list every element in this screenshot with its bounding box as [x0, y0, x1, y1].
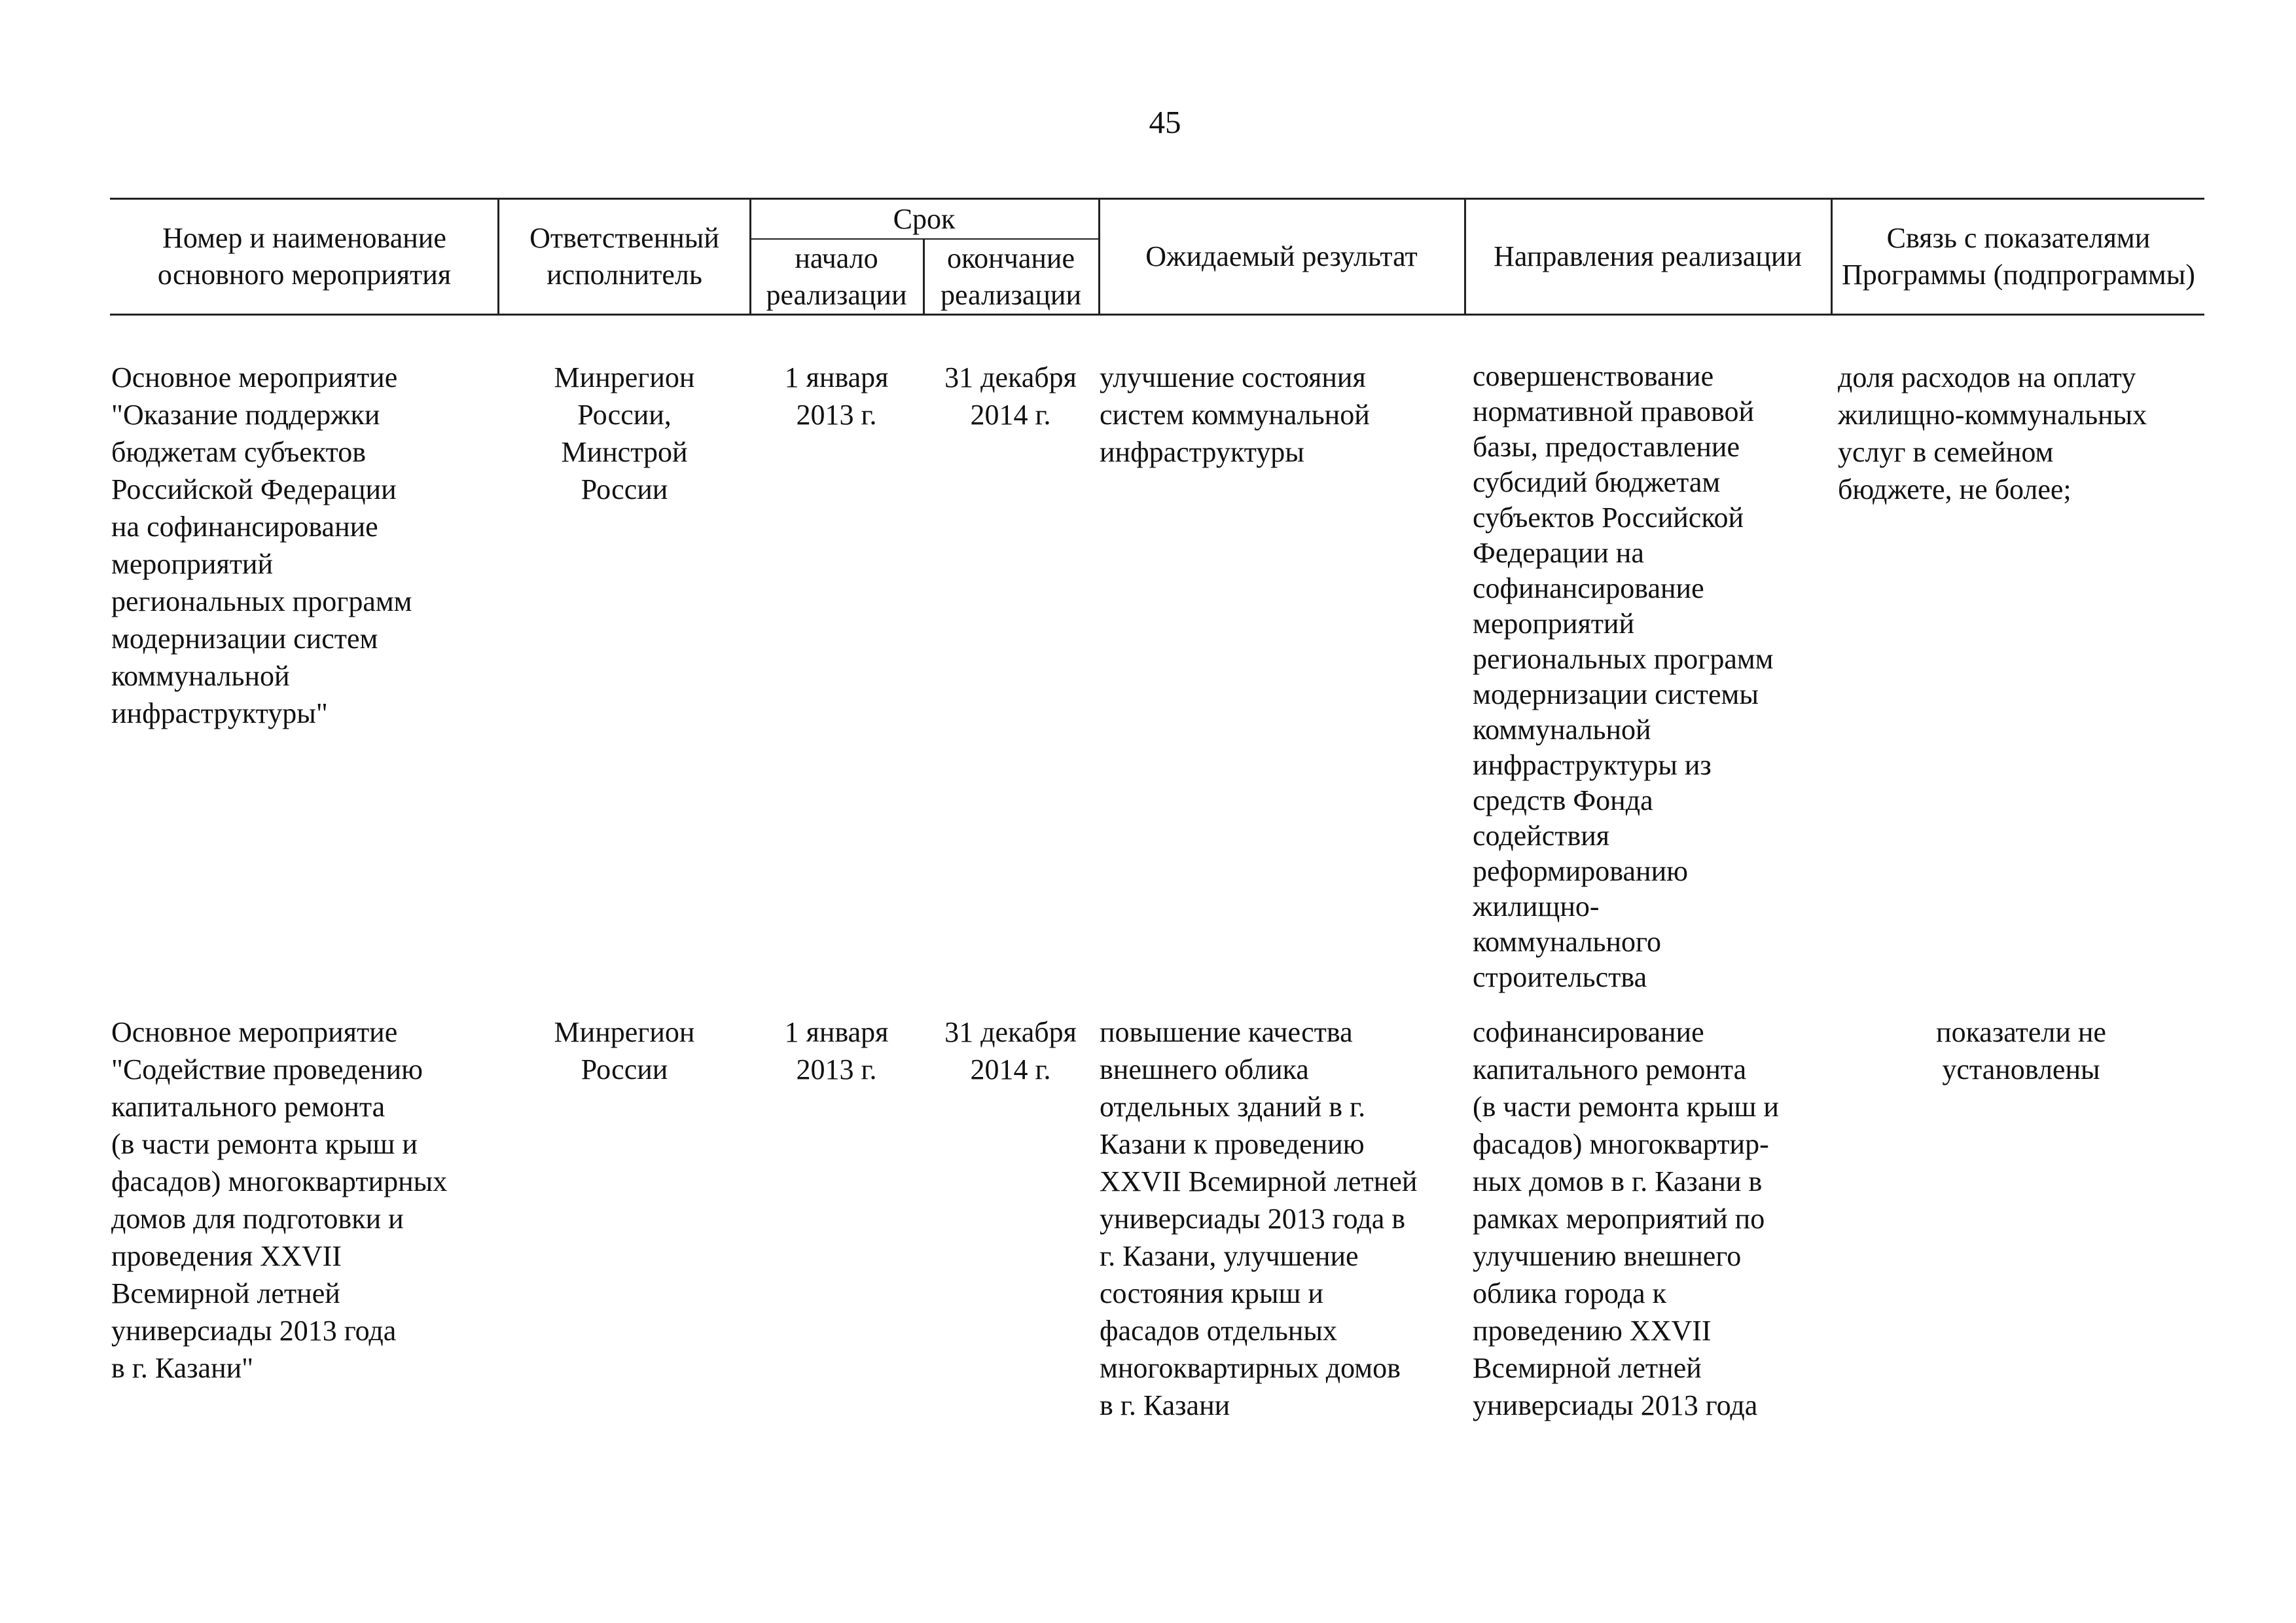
header-executor: Ответственный исполнитель [529, 222, 719, 291]
row-executor: Минрегион России [554, 1016, 695, 1085]
row-result: повышение качества внешнего облика отдельных зданий в г. Казани к проведению XXVII Всемирной летней универсиады 2013 года в г. Казани, улучшение состояния крыш и фасадов отдельных многоквартирных домов в г. Казани [1100, 1016, 1418, 1421]
row-start: 1 января 2013 г. [784, 361, 889, 431]
row-indicators: доля расходов на оплату жилищно-коммунальных услуг в семейном бюджете, не более; [1838, 361, 2147, 505]
header-directions: Направления реализации [1494, 240, 1802, 272]
row-end: 31 декабря 2014 г. [944, 361, 1077, 431]
row-result: улучшение состояния систем коммунальной инфраструктуры [1100, 361, 1370, 468]
header-indicators: Связь с показателями Программы (подпрограммы) [1842, 222, 2195, 291]
header-term: Срок [893, 202, 956, 235]
row-directions: совершенствование нормативной правовой базы, предоставление субсидий бюджетам субъектов Российской Федерации на софинансирование мероприятий региональных программ модернизации системы коммунальной инфраструктуры из средств Фонда содействия реформированию жилищно- коммунального строительства [1473, 360, 1774, 993]
row-indicators: показатели не установлены [1936, 1016, 2106, 1085]
header-result: Ожидаемый результат [1145, 240, 1418, 272]
header-end: окончание реализации [940, 242, 1082, 311]
page-number: 45 [1149, 104, 1181, 140]
header-start: начало реализации [766, 242, 907, 311]
header-divider [497, 198, 499, 314]
row-executor: Минрегион России, Минстрой России [554, 361, 695, 505]
row-activity: Основное мероприятие "Содействие проведению капитального ремонта (в части ремонта крыш и фасадов) многоквартирных домов для подготовки и проведения XXVII Всемирной летней универсиады 2013 года в г. Казани" [111, 1016, 448, 1384]
row-start: 1 января 2013 г. [784, 1016, 889, 1085]
row-directions: софинансирование капитального ремонта (в части ремонта крыш и фасадов) многоквартир- ных домов в г. Казани в рамках мероприятий по улучшению внешнего облика города к проведению XXVII Всемирной летней универсиады 2013 года [1473, 1016, 1779, 1421]
row-activity: Основное мероприятие "Оказание поддержки бюджетам субъектов Российской Федерации на софинансирование мероприятий региональных программ модернизации систем коммунальной инфраструктуры" [111, 361, 412, 729]
header-activity: Номер и наименование основного мероприятия [157, 222, 452, 291]
row-end: 31 декабря 2014 г. [944, 1016, 1077, 1085]
header-bottom-rule [110, 314, 2204, 316]
